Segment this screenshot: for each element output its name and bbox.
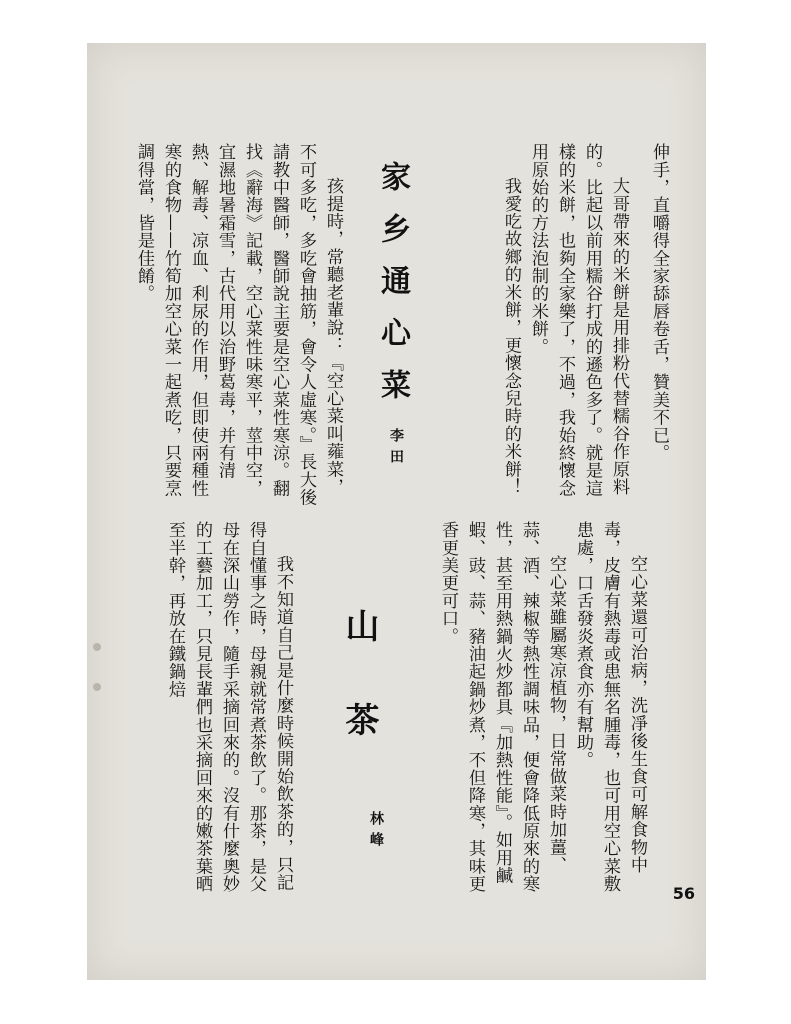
article1-body-part3: 空心菜還可治病，洗凈後生食可解食物中毒，皮膚有熱毒或患無名腫毒，也可用空心菜敷患處，口舌發炎煮食亦有幫助。 空心菜雖屬寒凉植物，日常做菜時加薑、蒜、酒、辣椒等熱性調味品，便會降低原來的寒性，甚至用熱鍋火炒都具『加熱性能』。如用鹹蝦、豉、蒜、豬油起鍋炒煮，不但降寒，其味更香更美更可口。 [438, 521, 647, 893]
article-author-linfeng: 林峰 [368, 811, 384, 853]
article-title-tongxincai: 家乡通心菜 [375, 161, 410, 421]
article-author-litian: 李田 [388, 428, 404, 470]
page-number: 56 [672, 884, 695, 903]
binding-hole [93, 643, 101, 651]
article1-body-part1: 大哥帶來的米餅是用排粉代替糯谷作原料的。比起以前用糯谷打成的遜色多了。就是這樣的米餅，也夠全家樂了，不過，我始終懷念用原始的方法泡制的米餅。 我愛吃故鄉的米餅，更懷念兒時的米餅！ [501, 143, 629, 497]
book-page [87, 43, 706, 980]
article-title-shancha: 山茶 [339, 608, 379, 796]
binding-hole [93, 683, 101, 691]
article2-body: 我不知道自己是什麼時候開始飲茶的，只記得自懂事之時，母親就常煮茶飲了。那茶，是父母在深山勞作，隨手采摘回來的。沒有什麼奧妙的工藝加工，只見長輩們也采摘回來的嫩茶葉晒至半幹，再放在鐵鍋焙 [165, 521, 293, 893]
article1-body-part2: 孩提時，常聽老輩說：『空心菜叫蕹菜，不可多吃，多吃會抽筋，會令人虛寒。』長大後請教中醫師，醫師說主要是空心菜性寒涼。翻找《辭海》記載，空心菜性味寒平，莖中空，宜濕地暑霜雪，古代用以治野葛毒，并有清熱、解毒、凉血、利尿的作用，但即使兩種性寒的食物——竹筍加空心菜一起煮吃，只要烹調得當，皆是佳餚。 [134, 143, 343, 507]
fragment-text: 伸手，直嚼得全家舔唇卷舌，贊美不已。 [649, 143, 669, 462]
